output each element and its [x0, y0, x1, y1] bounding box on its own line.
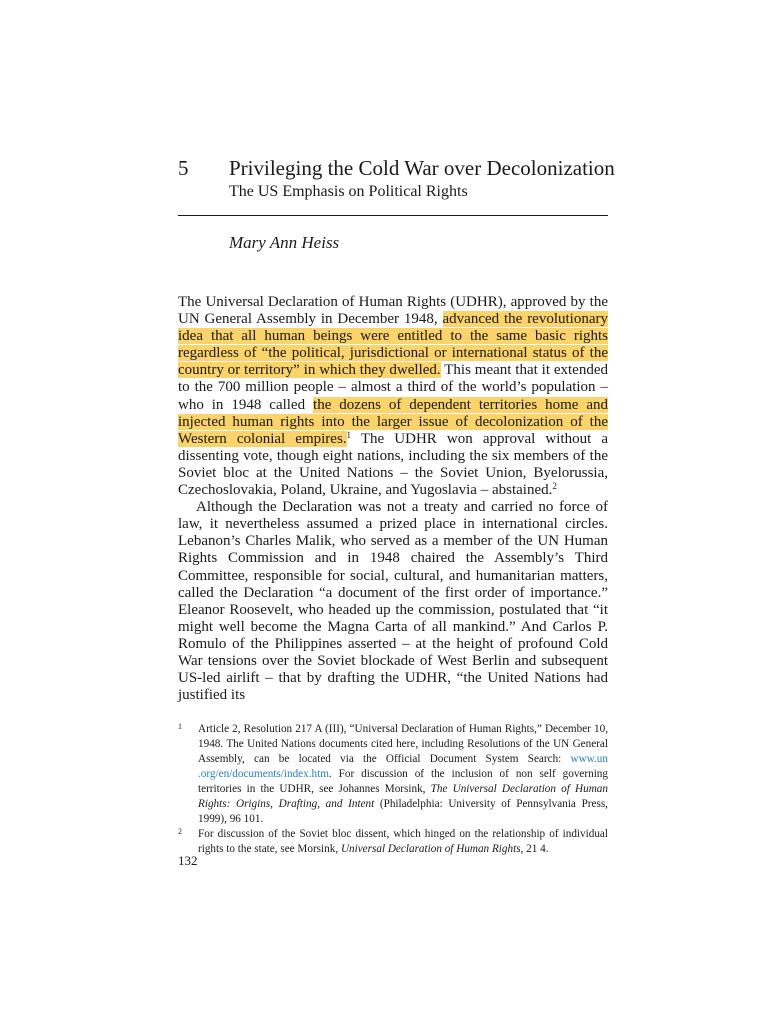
page-number: 132 — [178, 853, 198, 868]
footnote-text: (Philadelphia: University of Pennsylvania Press, 1999), 96 101. — [198, 798, 608, 825]
book-title: Universal Declaration of Human Rights — [340, 843, 521, 855]
highlighted-passage[interactable]: advanced the revolutionary idea that all human beings were entitled to the same basic rights regardless of “the political, jurisdictional or international status of the country or territory” in which they dwelled. — [178, 311, 608, 379]
footnote-2 — [178, 827, 608, 857]
highlighted-passage[interactable]: the dozens of dependent territories home and injected human rights into the larger issue of decolonization of the Western colonial empires. — [178, 396, 609, 447]
footnotes — [178, 722, 608, 857]
footnote-text: For discussion of the Soviet bloc dissent, which hinged on the relationship of individual rights to the state, see Morsink, — [198, 828, 608, 855]
footnote-ref-1[interactable]: 1 — [346, 429, 352, 440]
footnote-ref-2[interactable]: 2 — [552, 481, 557, 492]
chapter-body — [178, 294, 608, 704]
footnote-text: Article 2, Resolution 217 A (III), “Universal Declaration of Human Rights,” December 10, 1948. The United Nations documents cited here, including Resolutions of the UN General Assembly, can be located via the Official Document System Search: — [198, 723, 608, 765]
document-link[interactable]: www.un .org/en/documents/index.htm — [198, 753, 608, 780]
paragraph-2: Although the Declaration was not a treaty and carried no force of law, it nevertheless assumed a prized place in international circles. Lebanon’s Charles Malik, who served as a member of the UN Human Rights Commission and in 1948 chaired the Assembly’s Third Committee, responsible for social, cultural, and humanitarian matters, called the Declaration “a document of the first order of importance.” Eleanor Roosevelt, who headed up the commission, postulated that “it might well become the Magna Carta of all mankind.” And Carlos P. Romulo of the Philippines asserted – at the height of profound Cold War tensions over the Soviet blockade of West Berlin and subsequent US-led airlift – that by drafting the UDHR, “the United Nations had justified its — [178, 499, 608, 704]
paragraph-1 — [178, 294, 608, 499]
chapter-number: 5 — [178, 156, 189, 180]
book-title: The Universal Declaration of Human Rights: Origins, Drafting, and Intent — [198, 783, 608, 810]
footnote-text: . For discussion of the inclusion of non self governing territories in the UDHR, see Johannes Morsink, — [198, 768, 608, 795]
text-segment: The UDHR won approval without a dissenting vote, though eight nations, including the six members of the Soviet bloc at the United Nations – the Soviet Union, Byelorussia, Czechoslovakia, Poland, Ukraine, and Yugoslavia – abstained. — [178, 430, 608, 499]
text-segment: This meant that it extended to the 700 million people – almost a third of the world’s population – who in 1948 called — [178, 362, 608, 413]
chapter-author: Mary Ann Heiss — [229, 233, 340, 252]
chapter-title: Privileging the Cold War over Decolonization — [229, 156, 615, 180]
title-divider — [178, 215, 608, 216]
text-segment: The Universal Declaration of Human Rights (UDHR), approved by the UN General Assembly in December 1948, — [178, 294, 608, 328]
footnote-number: 1 — [178, 722, 182, 731]
footnote-text: , 21 4. — [520, 843, 549, 855]
footnote-number: 2 — [178, 827, 182, 836]
chapter-subtitle: The US Emphasis on Political Rights — [229, 183, 468, 200]
footnote-1 — [178, 722, 608, 827]
